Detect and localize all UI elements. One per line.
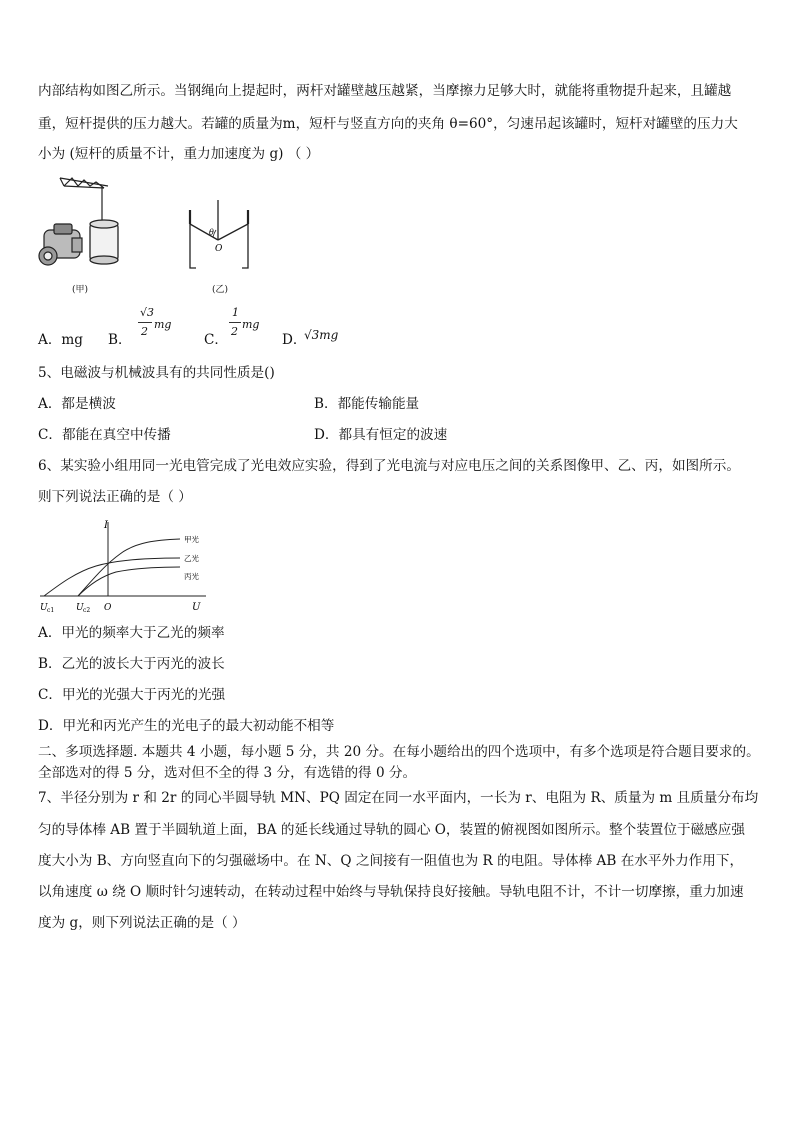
q4-option-b-fraction-bar	[138, 322, 152, 323]
q7-line-3: 度大小为 B、方向竖直向下的匀强磁场中。在 N、Q 之间接有一阻值也为 R 的电阻。导体棒 AB 在水平外力作用下，	[38, 853, 744, 869]
figure-yi	[182, 200, 262, 276]
q4-option-b-label: B．	[108, 332, 132, 348]
graph-y-label: I	[104, 520, 108, 531]
q6-option-d: D．甲光和丙光产生的光电子的最大初动能不相等	[38, 718, 335, 734]
graph-uc2-label: U	[76, 603, 84, 613]
q4-option-b-unit: mg	[154, 318, 172, 331]
q4-line-1: 内部结构如图乙所示。当钢绳向上提起时，两杆对罐壁越压越紧，当摩擦力足够大时，就能将重物提升起来，且罐越	[38, 83, 732, 99]
figure-yi-caption: (乙)	[212, 285, 229, 295]
q6-stem-line-1: 6、某实验小组用同一光电管完成了光电效应实验，得到了光电流与对应电压之间的关系图像甲、乙、丙，如图所示。	[38, 458, 740, 474]
q5-option-b: B．都能传输能量	[314, 396, 420, 412]
q6-option-c: C．甲光的光强大于丙光的光强	[38, 687, 226, 703]
q4-option-a: A．mg	[38, 332, 84, 348]
graph-origin-label: O	[104, 603, 112, 613]
curve-yi	[44, 558, 180, 596]
graph-uc1-label: U	[40, 603, 48, 613]
curve-label-bing: 丙光	[184, 572, 199, 581]
section2-line-2: 全部选对的得 5 分，选对但不全的得 3 分，有选错的得 0 分。	[38, 765, 417, 781]
q7-line-5: 度为 g，则下列说法正确的是（ ）	[38, 915, 246, 931]
q4-option-b-numerator: √3	[140, 306, 155, 319]
section2-line-1: 二、多项选择题. 本题共 4 小题，每小题 5 分，共 20 分。在每小题给出的四个选项中，有多个选项是符合题目要求的。	[38, 744, 760, 760]
q4-line-3: 小为 (短杆的质量不计，重力加速度为 g) （ ）	[38, 146, 320, 162]
q4-option-d-label: D．	[282, 332, 307, 348]
q5-option-d: D．都具有恒定的波速	[314, 427, 448, 443]
q4-option-b-denominator: 2	[141, 325, 148, 338]
curve-bing	[78, 567, 180, 596]
graph-x-label: U	[192, 602, 201, 613]
q7-line-4: 以角速度 ω 绕 O 顺时针匀速转动，在转动过程中始终与导轨保持良好接触。导轨电阻不计，不计一切摩擦，重力加速	[38, 884, 744, 900]
q6-stem-line-2: 则下列说法正确的是（ ）	[38, 489, 192, 505]
q6-option-a: A．甲光的频率大于乙光的频率	[38, 625, 225, 641]
q4-option-c-fraction-bar	[229, 322, 241, 323]
q4-option-c-unit: mg	[242, 318, 260, 331]
figure-yi-theta: θ	[209, 228, 214, 237]
curve-label-yi: 乙光	[184, 554, 199, 563]
q4-option-c-label: C．	[204, 332, 228, 348]
q4-option-d-value: √3mg	[304, 328, 339, 342]
q7-line-1: 7、半径分别为 r 和 2r 的同心半圆导轨 MN、PQ 固定在同一水平面内，一长为 r、电阻为 R、质量为 m 且质量分布均	[38, 790, 759, 806]
q6-option-b: B．乙光的波长大于丙光的波长	[38, 656, 225, 672]
q7-line-2: 匀的导体棒 AB 置于半圆轨道上面，BA 的延长线通过导轨的圆心 O，装置的俯视图如图所示。整个装置位于磁感应强	[38, 822, 745, 838]
q4-line-2: 重，短杆提供的压力越大。若罐的质量为m，短杆与竖直方向的夹角 θ=60°，匀速吊起该罐时，短杆对罐壁的压力大	[38, 116, 738, 132]
q5-option-c: C．都能在真空中传播	[38, 427, 171, 443]
q4-option-c-denominator: 2	[231, 325, 238, 338]
q6-iu-graph	[36, 512, 216, 614]
q5-stem: 5、电磁波与机械波具有的共同性质是()	[38, 365, 275, 381]
figure-yi-o: O	[215, 244, 223, 254]
curve-label-jia: 甲光	[184, 535, 199, 544]
figure-jia-caption: (甲)	[72, 285, 89, 295]
graph-uc2-sub: c2	[83, 607, 91, 614]
q4-option-c-numerator: 1	[232, 306, 239, 319]
graph-uc1-sub: c1	[47, 607, 55, 614]
figure-jia	[34, 168, 144, 278]
q5-option-a: A．都是横波	[38, 396, 116, 412]
